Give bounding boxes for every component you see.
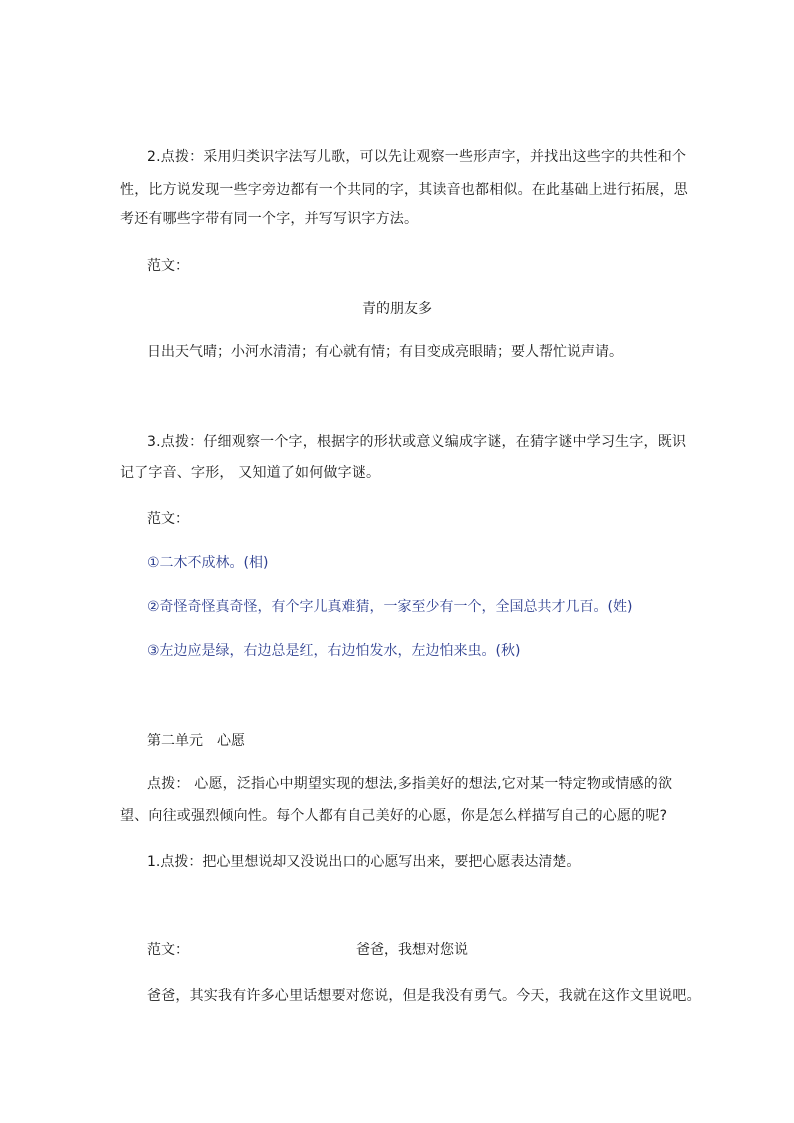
poem-body: 日出天气晴；小河水清清；有心就有情；有目变成亮眼睛；要人帮忙说声请。 bbox=[147, 344, 623, 360]
tip2-paragraph-line-1: 2.点拨：采用归类识字法写儿歌，可以先让观察一些形声字，并找出这些字的共性和个 bbox=[147, 149, 687, 165]
intro-paragraph-line-1: 点拨： 心愿，泛指心中期望实现的想法,多指美好的想法,它对某一特定物或情感的欲 bbox=[147, 776, 673, 792]
riddle-item-1: ①二木不成林。(相) bbox=[147, 555, 269, 571]
essay-paragraph-line-1: 爸爸，其实我有许多心里话想要对您说，但是我没有勇气。今天，我就在这作文里说吧。 bbox=[147, 988, 701, 1004]
tip3-paragraph-line-1: 3.点拨：仔细观察一个字，根据字的形状或意义编成字谜，在猜字谜中学习生字，既识 bbox=[147, 434, 687, 450]
essay-title: 爸爸，我想对您说 bbox=[356, 942, 468, 958]
unit-heading: 第二单元 心愿 bbox=[147, 733, 245, 749]
tip2-paragraph-line-2: 性，比方说发现一些字旁边都有一个共同的字，其读音也都相似。在此基础上进行拓展，思 bbox=[120, 182, 688, 198]
fanwen-label-2: 范文： bbox=[147, 511, 189, 527]
tip3-paragraph-line-2: 记了字音、字形， 又知道了如何做字谜。 bbox=[120, 465, 381, 481]
riddle-item-3: ③左边应是绿，右边总是红，右边怕发水，左边怕来虫。(秋) bbox=[147, 643, 521, 659]
tip1-paragraph: 1.点拨：把心里想说却又没说出口的心愿写出来，要把心愿表达清楚。 bbox=[147, 854, 581, 870]
riddle-item-2: ②奇怪奇怪真奇怪，有个字儿真难猜，一家至少有一个，全国总共才几百。(姓) bbox=[147, 599, 633, 615]
fanwen-label-3: 范文： bbox=[147, 942, 189, 958]
fanwen-label-1: 范文： bbox=[147, 258, 189, 274]
tip2-paragraph-line-3: 考还有哪些字带有同一个字，并写写识字方法。 bbox=[120, 211, 419, 227]
intro-paragraph-line-2: 望、向往或强烈倾向性。每个人都有自己美好的心愿，你是怎么样描写自己的心愿的呢? bbox=[120, 808, 668, 824]
poem-title: 青的朋友多 bbox=[362, 301, 432, 317]
